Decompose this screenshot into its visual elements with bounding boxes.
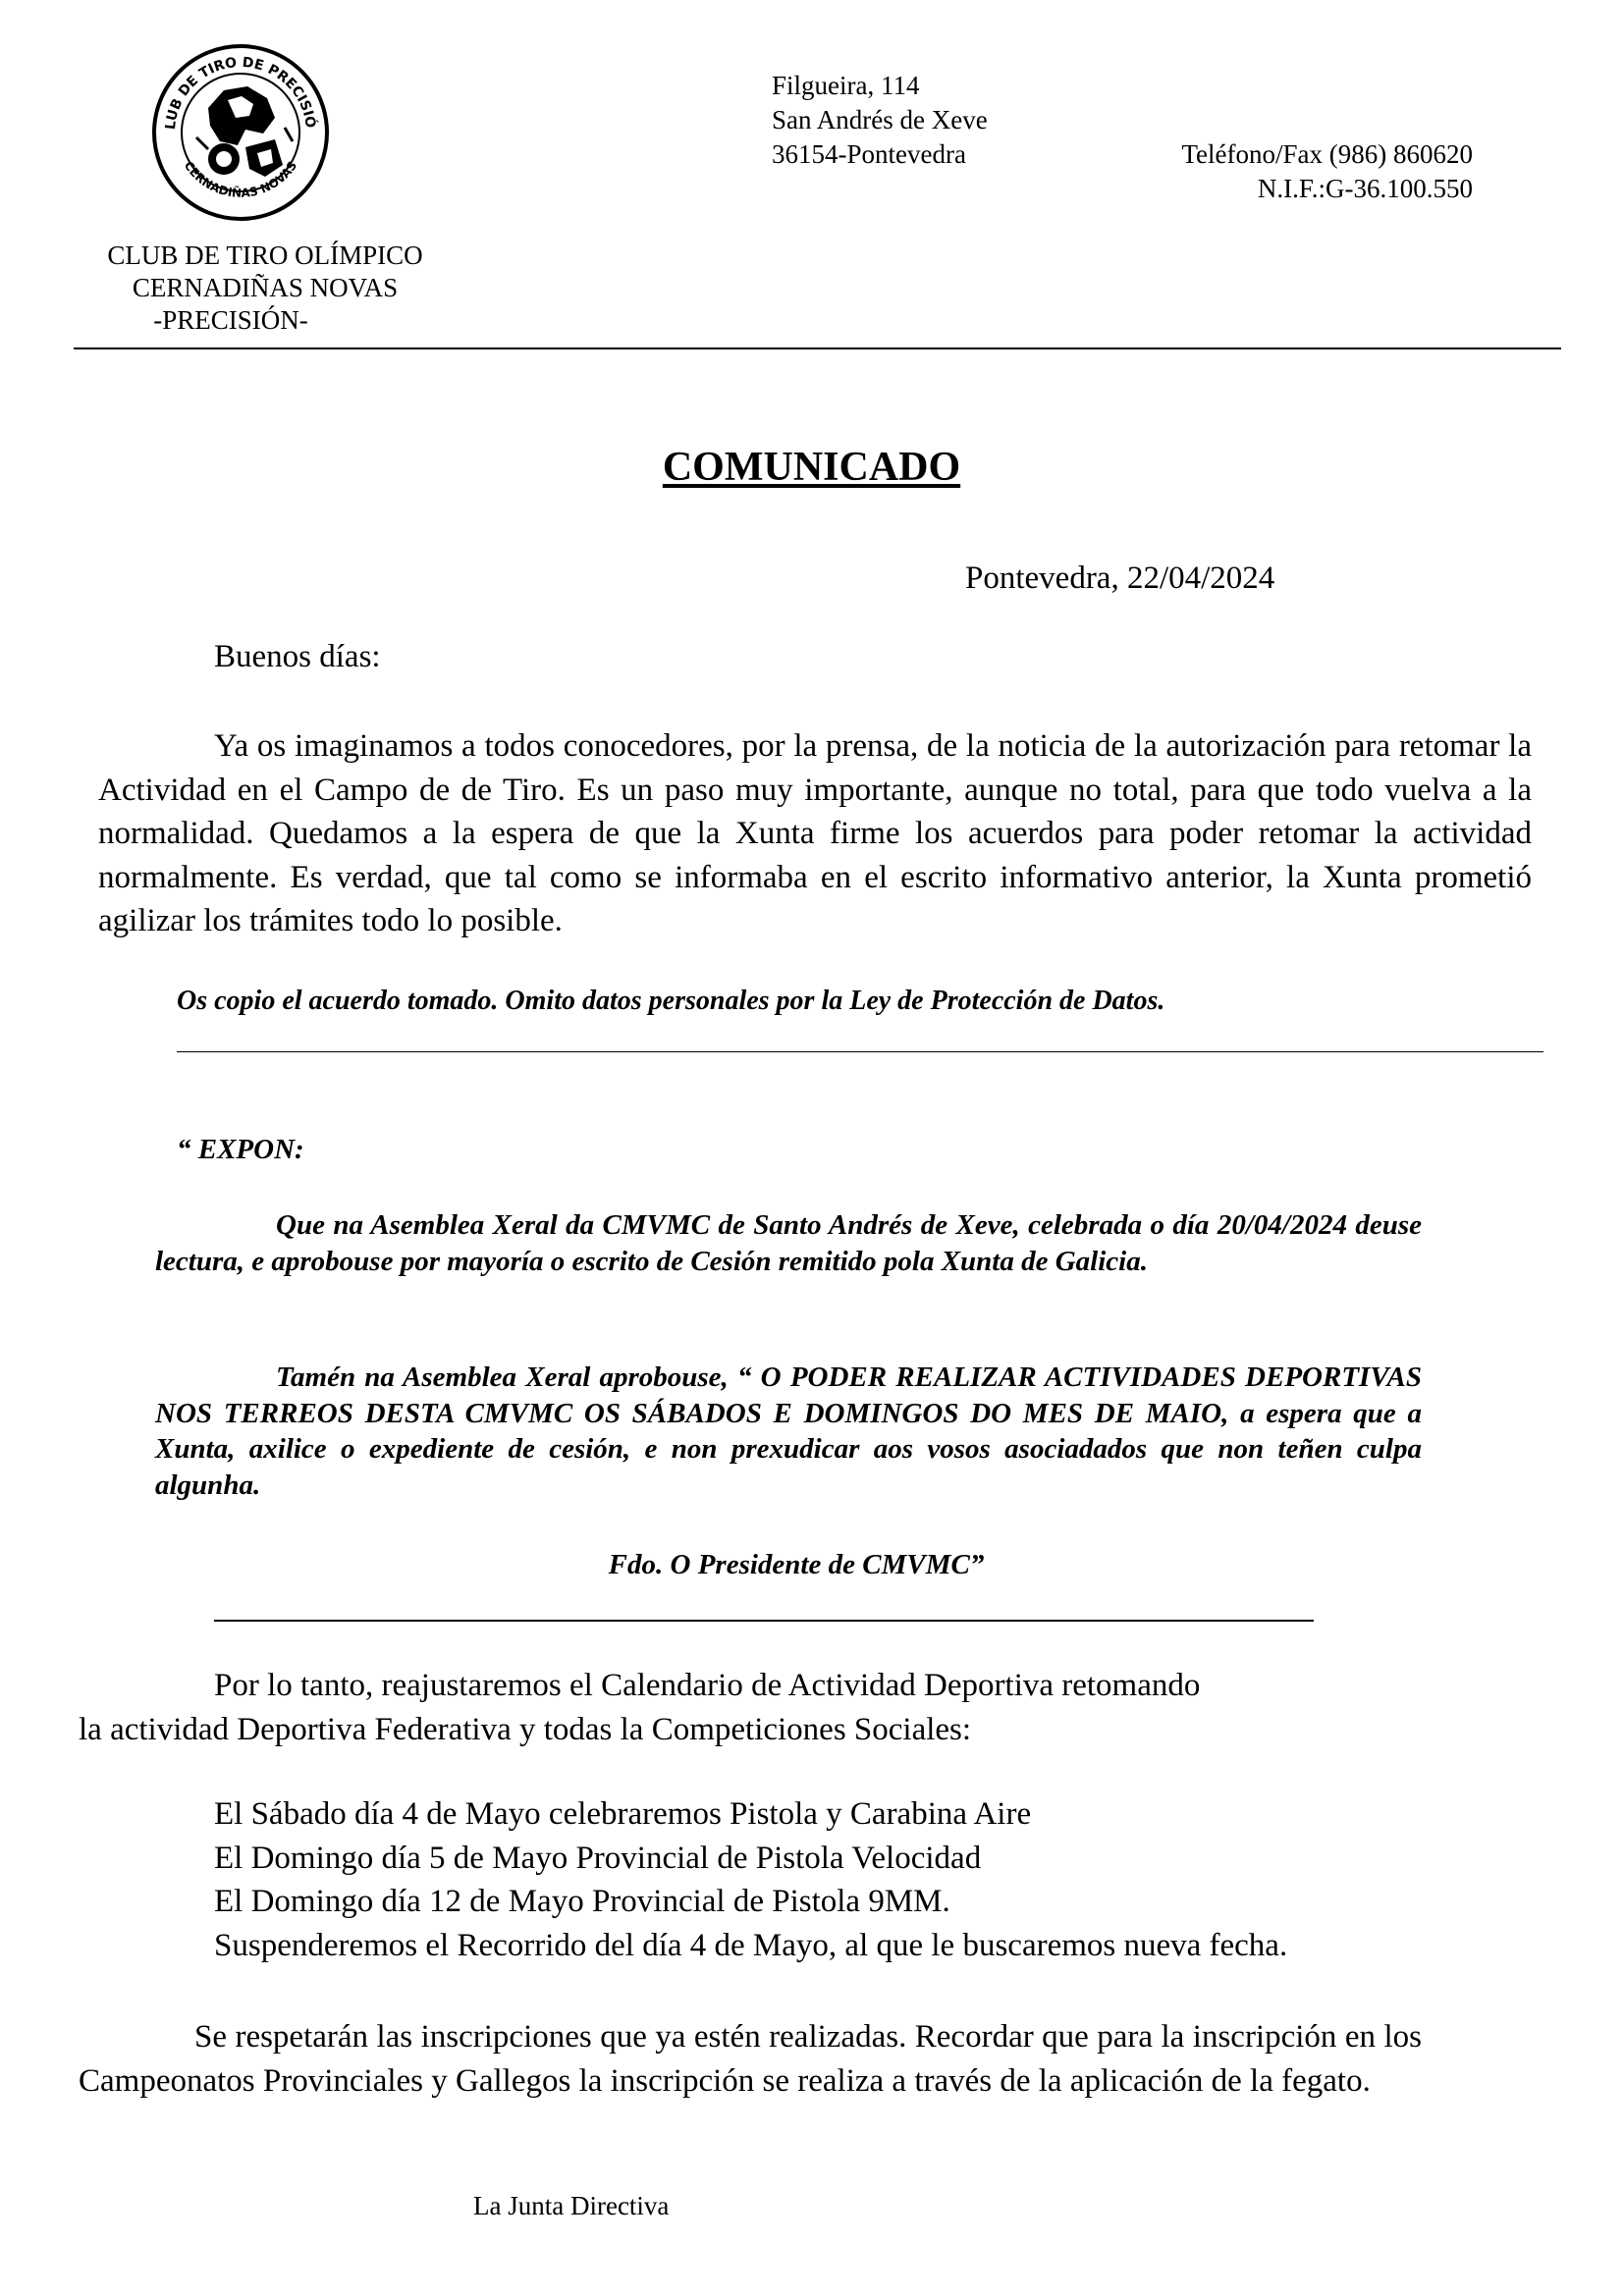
club-seal-icon <box>147 39 334 226</box>
club-logo <box>147 39 334 226</box>
nif: N.I.F.:G-36.100.550 <box>1257 174 1473 203</box>
document-date: Pontevedra, 22/04/2024 <box>965 561 1275 596</box>
address-line: 36154-Pontevedra <box>772 139 966 169</box>
address-line: San Andrés de Xeve <box>772 105 988 134</box>
body-paragraph-2-line-2: la actividad Deportiva Federativa y todas la Competiciones Sociales: <box>79 1711 972 1747</box>
schedule-item: El Domingo día 5 de Mayo Provincial de Pistola Velocidad <box>214 1840 982 1876</box>
note-divider <box>177 1051 1543 1052</box>
body-paragraph-2 <box>79 1664 1424 1751</box>
club-name-line: CERNADIÑAS NOVAS <box>132 273 399 302</box>
phone-fax: Teléfono/Fax (986) 860620 <box>1181 139 1473 169</box>
body-paragraph-1: Ya os imaginamos a todos conocedores, por la prensa, de la noticia de la autorización para retomar la Actividad en el Campo de de Tiro. Es un paso muy importante, aunque no total, para que todo vuelva a la normalidad. Quedamos a la espera de que la Xunta firme los acuerdos para poder retomar la actividad normalmente. Es verdad, que tal como se informaba en el escrito informativo anterior, la Xunta prometió agilizar los trámites todo lo posible. <box>98 728 1532 938</box>
contact-block <box>1181 137 1473 206</box>
quote-paragraph-2: Tamén na Asemblea Xeral aprobouse, “ O PODER REALIZAR ACTIVIDADES DEPORTIVAS NOS TERREOS DESTA CMVMC OS SÁBADOS E DOMINGOS DO MES DE MAIO, a espera que a Xunta, axilice o expediente de cesión, e non prexudicar aos vosos asociadados que non teñen culpa algunha. <box>155 1362 1422 1501</box>
quote-heading: “ EXPON: <box>177 1134 304 1165</box>
header-divider <box>74 347 1561 349</box>
quote-divider <box>214 1620 1314 1622</box>
signoff: La Junta Directiva <box>473 2191 670 2220</box>
body-paragraph-3: Se respetarán las inscripciones que ya estén realizadas. Recordar que para la inscripción en los Campeonatos Provinciales y Gallegos la inscripción se realiza a través de la aplicación de la fegato. <box>79 2019 1422 2099</box>
address-line: Filgueira, 114 <box>772 71 920 100</box>
quote-paragraph-1: Que na Asemblea Xeral da CMVMC de Santo Andrés de Xeve, celebrada o día 20/04/2024 deuse lectura, e aprobouse por mayoría o escrito de Cesión remitido pola Xunta de Galicia. <box>155 1209 1422 1277</box>
schedule-item: El Sábado día 4 de Mayo celebraremos Pistola y Carabina Aire <box>214 1796 1032 1832</box>
body-paragraph-2-line-1: Por lo tanto, reajustaremos el Calendario de Actividad Deportiva retomando <box>214 1668 1201 1703</box>
schedule-item: Suspenderemos el Recorrido del día 4 de Mayo, al que le buscaremos nueva fecha. <box>214 1927 1288 1963</box>
document-title: COMUNICADO <box>662 445 961 490</box>
schedule-list <box>214 1792 1287 1967</box>
club-name-line: CLUB DE TIRO OLÍMPICO <box>107 240 423 270</box>
club-name-line: -PRECISIÓN- <box>153 305 308 335</box>
address-block <box>772 69 988 172</box>
logo-top-text: LUB DE TIRO DE PRECISIÓ <box>162 54 318 131</box>
greeting: Buenos días: <box>214 639 381 674</box>
logo-bottom-text: CERNADIÑAS NOVAS <box>181 158 300 200</box>
note-text: Os copio el acuerdo tomado. Omito datos personales por la Ley de Protección de Datos. <box>177 986 1165 1016</box>
club-name <box>59 240 471 337</box>
quote-signature: Fdo. O Presidente de CMVMC” <box>608 1549 985 1580</box>
schedule-item: El Domingo día 12 de Mayo Provincial de Pistola 9MM. <box>214 1884 950 1919</box>
